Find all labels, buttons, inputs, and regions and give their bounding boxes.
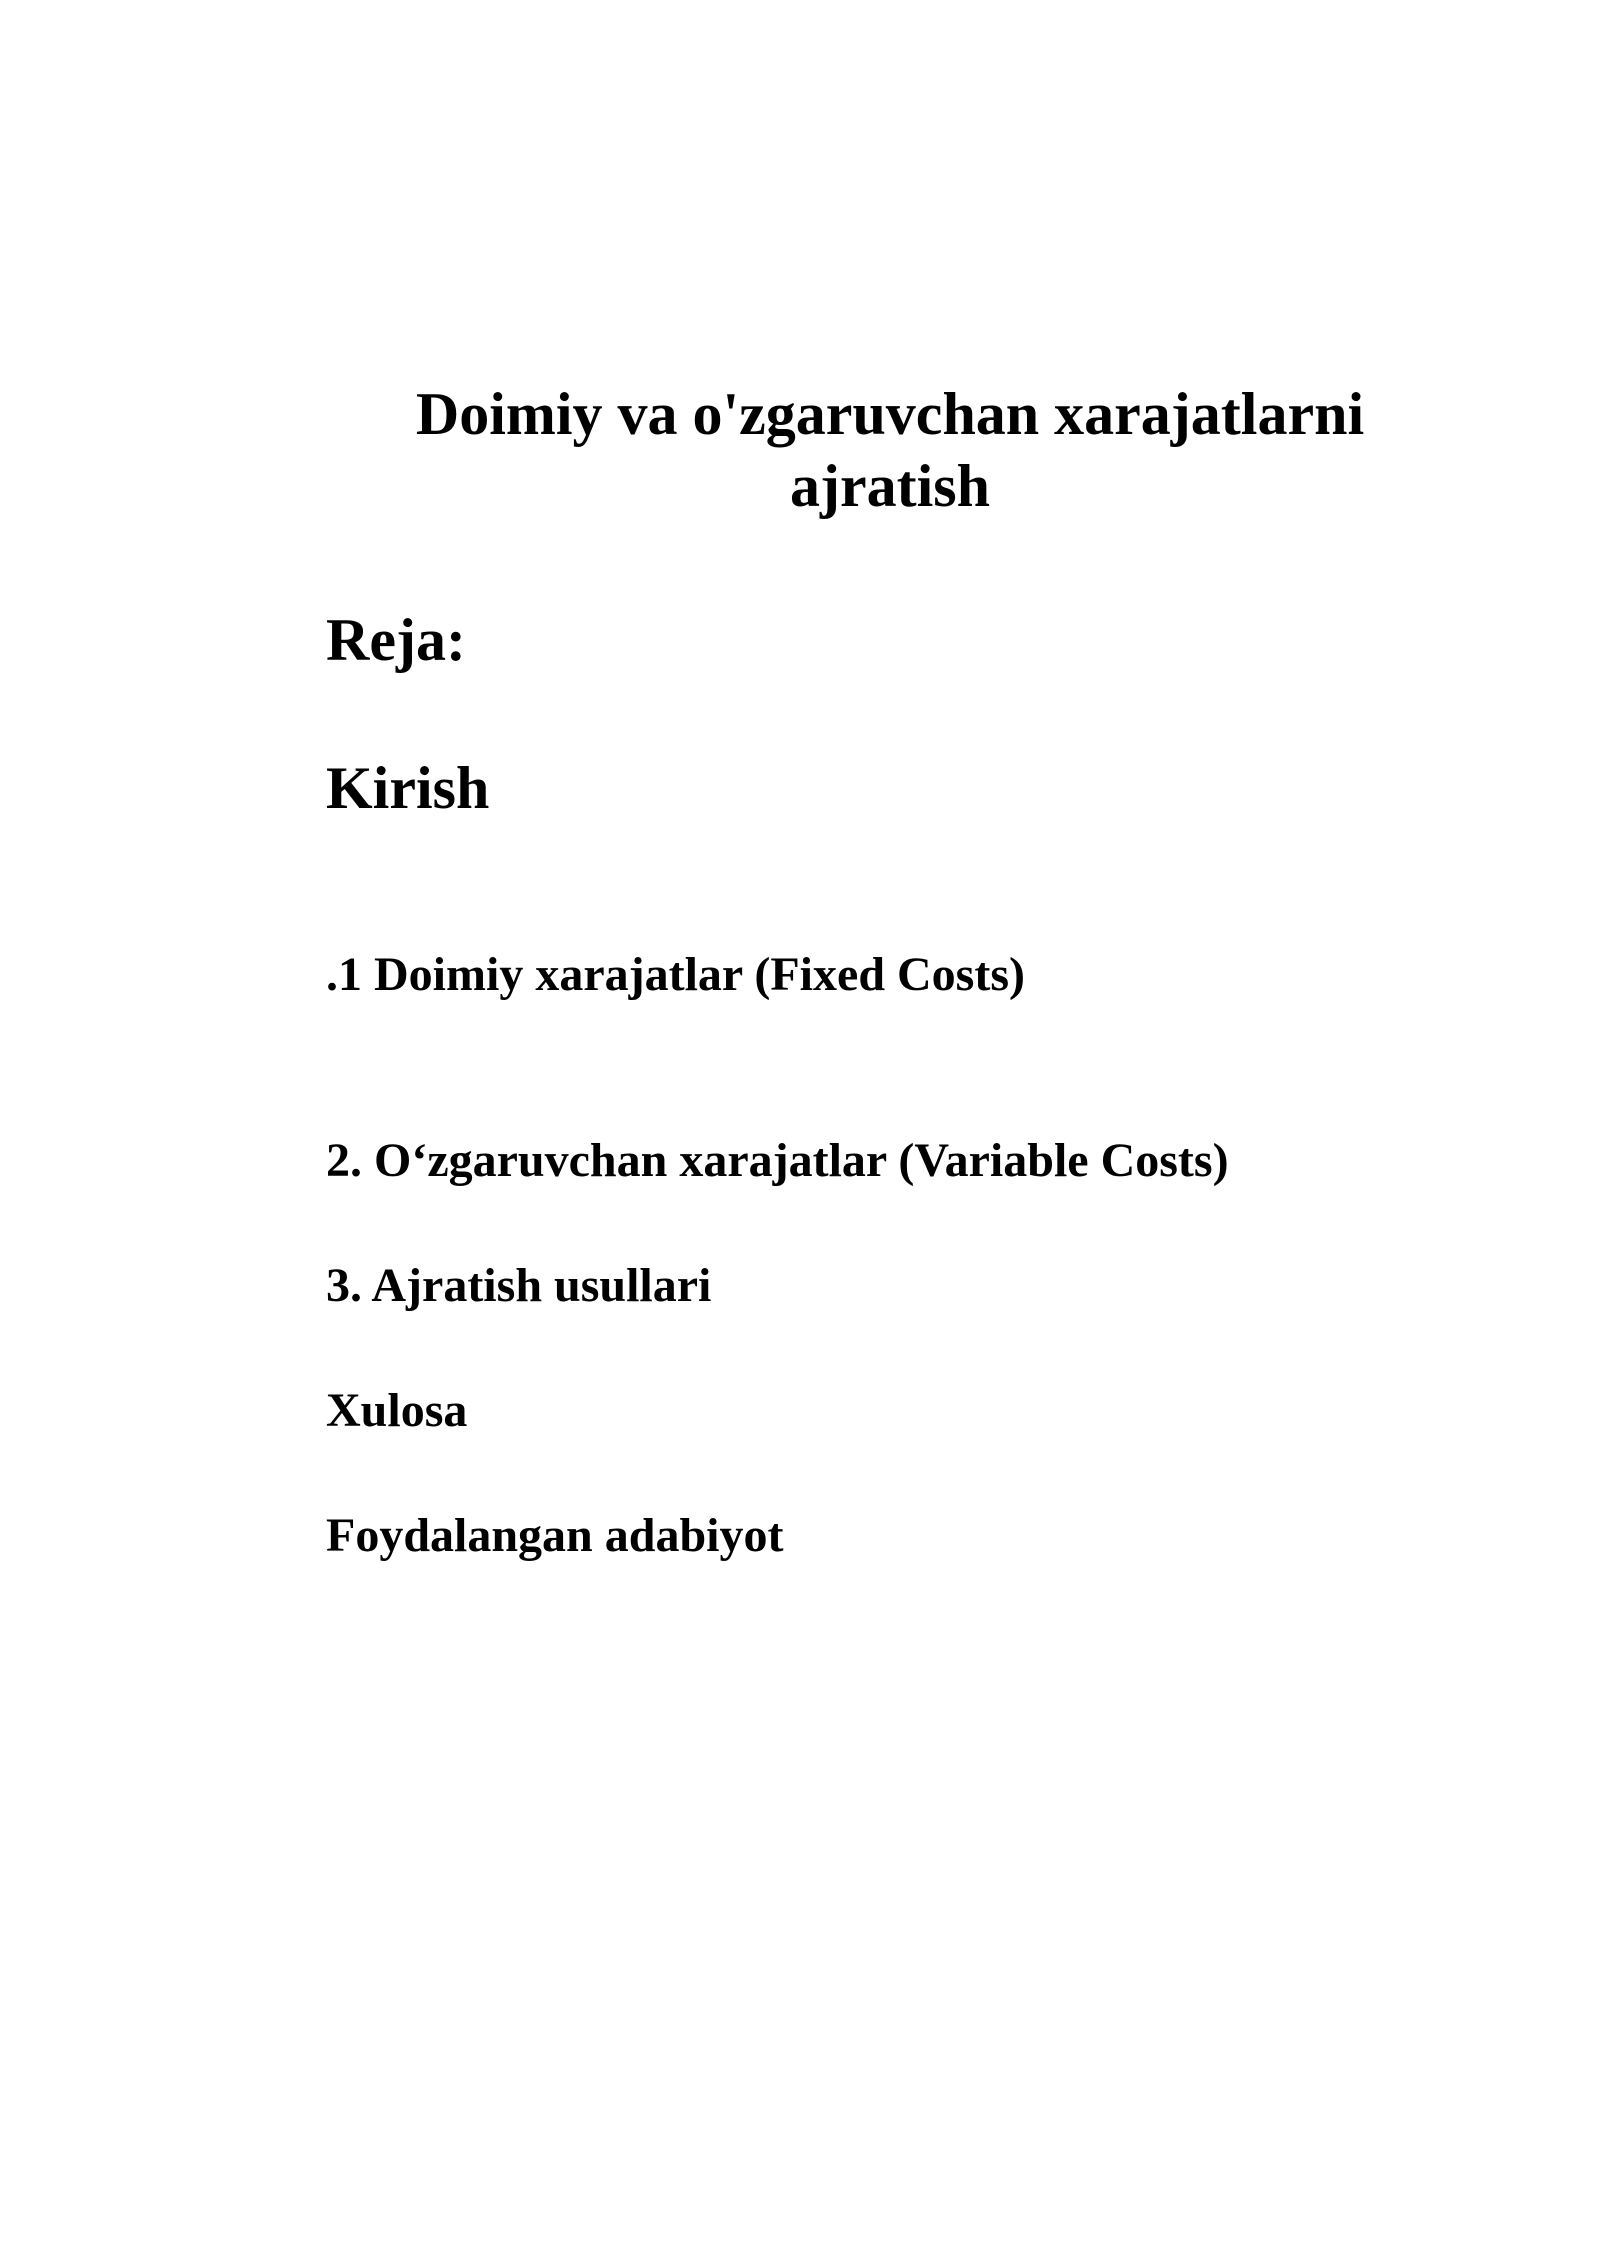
plan-label: Reja: [326,607,466,673]
title-line-1: Doimiy va o'zgaruvchan xarajatlarni [415,381,1365,447]
plan-item-2 [326,1132,1229,1190]
plan-item-1-number: .1 [326,948,362,1001]
intro-heading: Kirish [326,755,490,821]
plan-item-3-text: Ajratish usullari [371,1259,712,1312]
plan-item-1 [326,946,1025,1004]
references-item: Foydalangan adabiyot [326,1509,784,1562]
plan-item-2-number: 2. [326,1134,362,1187]
plan-item-1-text: Doimiy xarajatlar (Fixed Costs) [374,948,1025,1001]
title-line-2: ajratish [790,453,990,519]
document-title [320,378,1460,522]
plan-item-2-text: O‘zgaruvchan xarajatlar (Variable Costs) [374,1134,1229,1187]
plan-item-3-number: 3. [326,1259,362,1312]
conclusion-item: Xulosa [326,1384,468,1437]
plan-item-3 [326,1257,711,1315]
